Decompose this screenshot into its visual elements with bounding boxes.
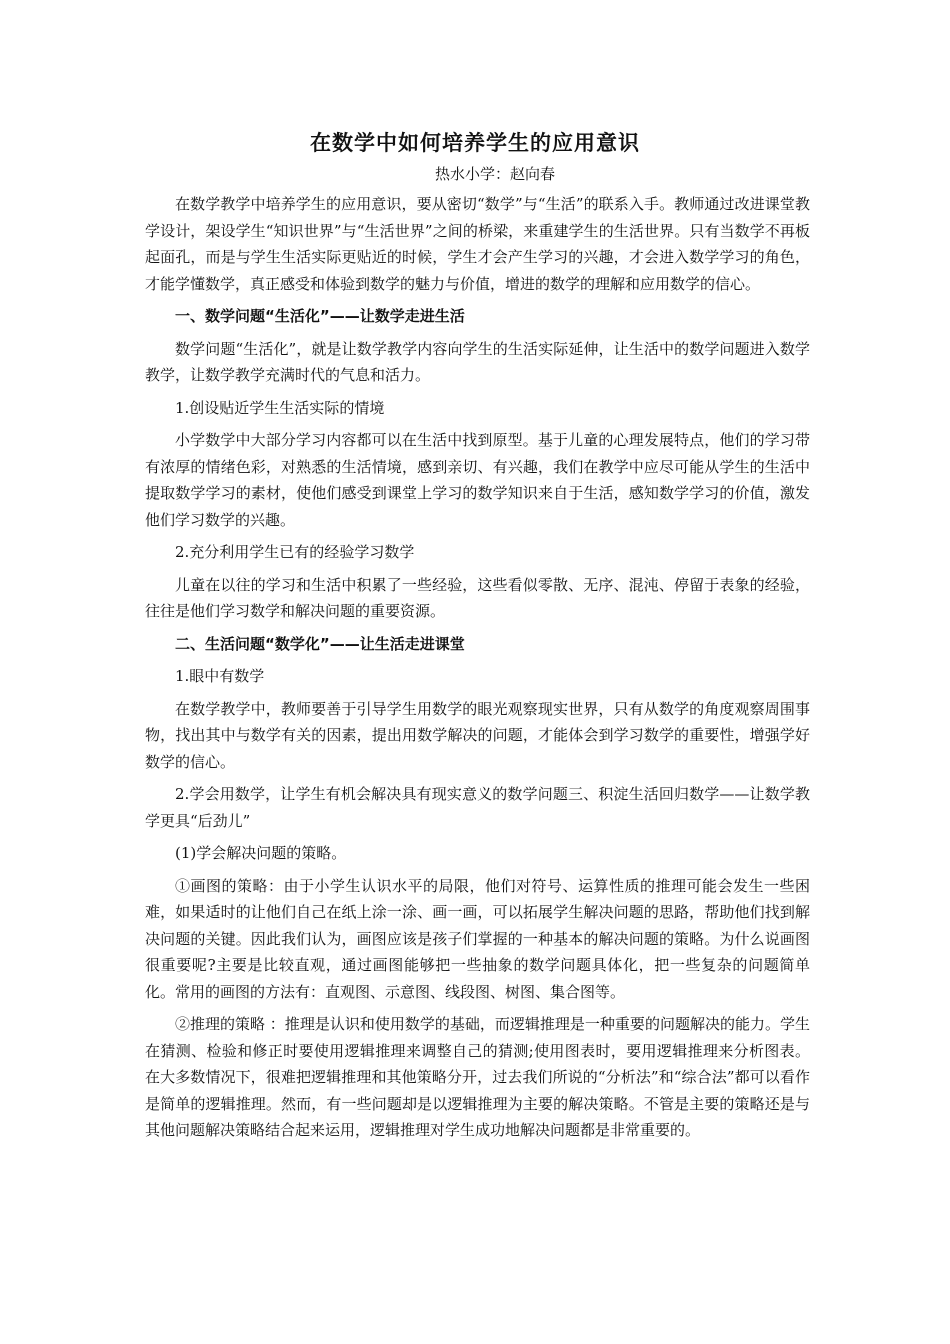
paragraph: ①画图的策略：由于小学生认识水平的局限，他们对符号、运算性质的推理可能会发生一些困难，如果适时的让他们自己在纸上涂一涂、画一画，可以拓展学生解决问题的思路，帮助他们找到解决问题的关键。因此我们认为，画图应该是孩子们掌握的一种基本的解决问题的策略。为什么说画图很重要呢?主要是比较直观，通过画图能够把一些抽象的数学问题具体化，把一些复杂的问题简单化。常用的画图的方法有：直观图、示意图、线段图、树图、集合图等。 <box>145 876 810 1001</box>
section-heading-1: 一、数学问题“生活化”——让数学走进生活 <box>175 307 465 325</box>
section-heading-2: 二、生活问题“数学化”——让生活走进课堂 <box>175 634 465 653</box>
paragraph: 数学问题“生活化”，就是让数学教学内容向学生的生活实际延伸，让生活中的数学问题进入数学教学，让数学教学充满时代的气息和活力。 <box>145 339 810 384</box>
paragraph: 小学数学中大部分学习内容都可以在生活中找到原型。基于儿童的心理发展特点，他们的学习带有浓厚的情绪色彩，对熟悉的生活情境，感到亲切、有兴趣，我们在教学中应尽可能从学生的生活中提取数学学习的素材，使他们感受到课堂上学习的数学知识来自于生活，感知数学学习的价值，激发他们学习数学的兴趣。 <box>145 431 810 529</box>
document-body <box>145 191 810 1144</box>
subheading: (1)学会解决问题的策略。 <box>175 844 347 862</box>
subheading: 1.创设贴近学生生活实际的情境 <box>175 398 385 417</box>
paragraph: 2.学会用数学，让学生有机会解决具有现实意义的数学问题三、积淀生活回归数学——让数学教学更具“后劲儿” <box>145 785 810 830</box>
subheading: 1.眼中有数学 <box>175 667 265 685</box>
intro-paragraph: 在数学教学中培养学生的应用意识，要从密切“数学”与“生活”的联系入手。教师通过改进课堂教学设计，架设学生“知识世界”与“生活世界”之间的桥梁，来重建学生的生活世界。只有当数学不再板起面孔，而是与学生生活实际更贴近的时候，学生才会产生学习的兴趣，才会进入数学学习的角色，才能学懂数学，真正感受和体验到数学的魅力与价值，增进的数学的理解和应用数学的信心。 <box>145 195 810 293</box>
document-title: 在数学中如何培养学生的应用意识 <box>310 131 640 155</box>
document-author: 热水小学：赵向春 <box>434 165 555 183</box>
paragraph: 儿童在以往的学习和生活中积累了一些经验，这些看似零散、无序、混沌、停留于表象的经验，往往是他们学习数学和解决问题的重要资源。 <box>145 575 810 620</box>
paragraph: 在数学教学中，教师要善于引导学生用数学的眼光观察现实世界，只有从数学的角度观察周围事物，找出其中与数学有关的因素，提出用数学解决的问题，才能体会到学习数学的重要性，增强学好数学的信心。 <box>145 699 810 771</box>
subheading: 2.充分利用学生已有的经验学习数学 <box>175 543 415 561</box>
paragraph: ②推理的策略 ：推理是认识和使用数学的基础，而逻辑推理是一种重要的问题解决的能力。学生在猜测、检验和修正时要使用逻辑推理来调整自己的猜测;使用图表时，要用逻辑推理来分析图表。在大多数情况下，很难把逻辑推理和其他策略分开，过去我们所说的“分析法”和“综合法”都可以看作是简单的逻辑推理。然而，有一些问题却是以逻辑推理为主要的解决策略。不管是主要的策略还是与其他问题解决策略结合起来运用，逻辑推理对学生成功地解决问题都是非常重要的。 <box>145 1015 810 1139</box>
